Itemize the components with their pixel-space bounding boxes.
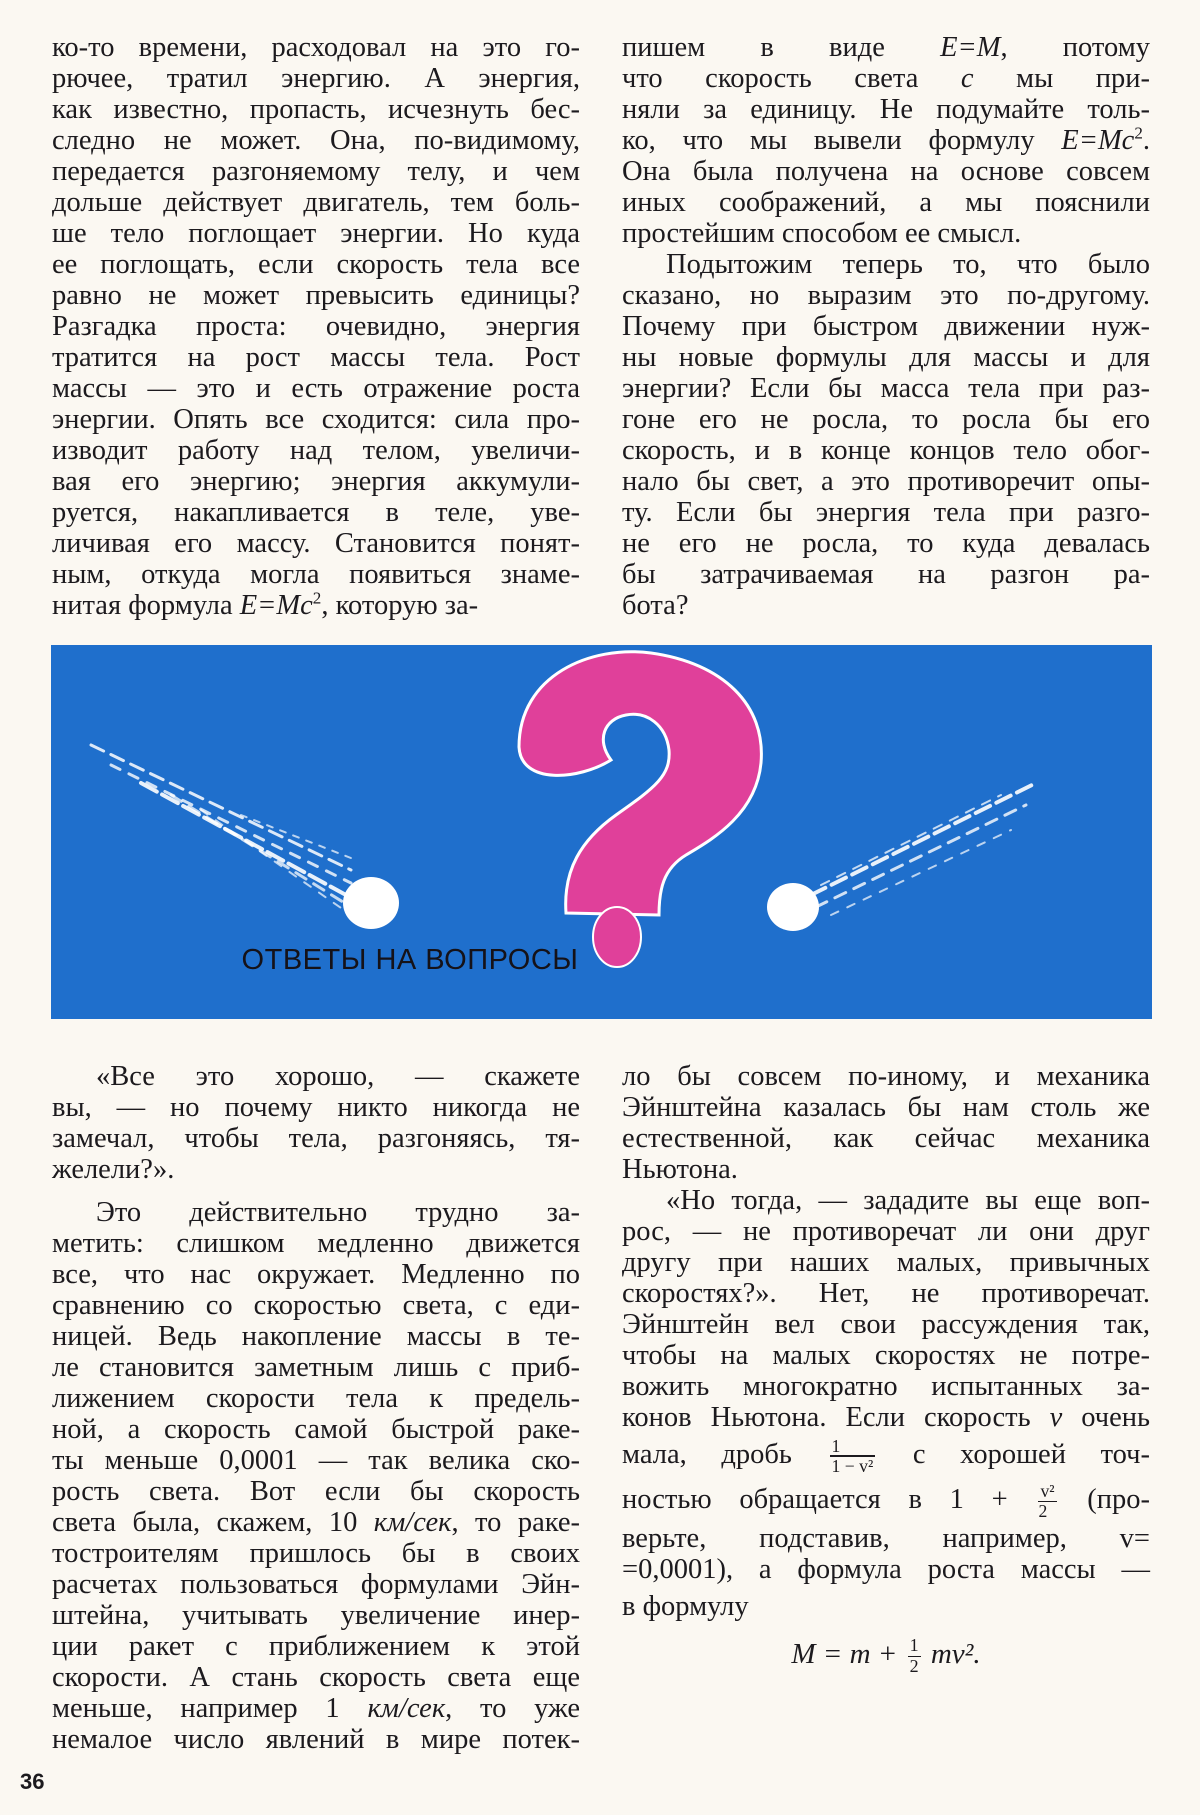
text-line: личивая его массу. Становится понят- xyxy=(52,528,580,559)
paragraph xyxy=(52,32,580,590)
text-line: вожить многократно испытанных за- xyxy=(622,1371,1150,1402)
text-line: конов Ньютона. Если скорость v очень xyxy=(622,1402,1150,1433)
text-line: «Но тогда, — зададите вы еще воп- xyxy=(666,1185,1150,1216)
text-line: ее поглощать, если скорость тела все xyxy=(52,249,580,280)
text-line: простейшим способом ее смысл. xyxy=(622,218,1022,249)
text-line: Эйнштейна казалась бы нам столь же xyxy=(622,1092,1150,1123)
text-line: рючее, тратил энергию. А энергия, xyxy=(52,63,580,94)
text-line: что скорость света c мы при- xyxy=(622,63,1150,94)
text-line: ко-то времени, расходовал на это го- xyxy=(52,32,580,63)
text-line: мала, дробь $\frac{1}{\text{1 − v²}}$ с хорошей точ- xyxy=(622,1435,1150,1476)
text-line: Она была получена на основе совсем xyxy=(622,156,1150,187)
text-line: в формулу xyxy=(622,1591,749,1622)
paragraph xyxy=(622,156,1150,249)
text-line: чтобы на малых скоростях не потре- xyxy=(622,1340,1150,1371)
text-line: массы — это и есть отражение роста xyxy=(52,373,580,404)
text-line: дольше действует двигатель, тем боль- xyxy=(52,187,580,218)
text-line: ции ракет с приближением к этой xyxy=(52,1631,580,1662)
paragraph xyxy=(622,1061,1150,1185)
text-line: Эйнштейн вел свои рассуждения так, xyxy=(622,1309,1150,1340)
text-line: нитая формула $E=Mc^2$, которую за- xyxy=(52,588,479,621)
text-column-bottom-left xyxy=(52,1061,580,1755)
text-line: не его не росла, то куда девалась xyxy=(622,528,1150,559)
text-line: пишем в виде E=M, потому xyxy=(622,32,1150,63)
text-line: рос, — не противоречат ли они друг xyxy=(622,1216,1150,1247)
fraction: $\frac{1}{2}$ xyxy=(909,1635,919,1676)
text-line: вая его энергию; энергия аккумули- xyxy=(52,466,580,497)
text-line: лижением скорости тела к предель- xyxy=(52,1383,580,1414)
text-line: Ньютона. xyxy=(622,1154,738,1185)
text-line: метить: слишком медленно движется xyxy=(52,1228,580,1259)
left-comet-icon xyxy=(91,745,399,929)
text-line: расчетах пользоваться формулами Эйн- xyxy=(52,1569,580,1600)
text-line: няли за единицу. Не подумайте толь- xyxy=(622,94,1150,125)
text-line: гоне его не росла, то росла бы его xyxy=(622,404,1150,435)
text-line: ным, откуда могла появиться знаме- xyxy=(52,559,580,590)
text-line: равно не может превысить единицы? xyxy=(52,280,580,311)
text-line: верьте, подставив, например, v= xyxy=(622,1523,1150,1554)
text-line: Разгадка проста: очевидно, энергия xyxy=(52,311,580,342)
text-line: как известно, пропасть, исчезнуть бес- xyxy=(52,94,580,125)
question-mark-icon xyxy=(519,652,761,967)
text-line: руется, накапливается в теле, уве- xyxy=(52,497,580,528)
text-line: передается разгоняемому телу, и чем xyxy=(52,156,580,187)
text-line: ты меньше 0,0001 — так велика ско- xyxy=(52,1445,580,1476)
text-line: замечал, чтобы тела, разгоняясь, тя- xyxy=(52,1123,580,1154)
text-line: ной, а скорость самой быстрой раке- xyxy=(52,1414,580,1445)
text-line: ше тело поглощает энергии. Но куда xyxy=(52,218,580,249)
text-line: иных соображений, а мы пояснили xyxy=(622,187,1150,218)
text-line: ностью обращается в 1 + $\frac{\text{v²}}{2}$ (про- xyxy=(622,1480,1151,1521)
text-line: ту. Если бы энергия тела при разго- xyxy=(622,497,1150,528)
text-line: Подытожим теперь то, что было xyxy=(666,249,1150,280)
text-line: другу при наших малых, привычных xyxy=(622,1247,1150,1278)
fraction: $\frac{\text{v²}}{2}$ xyxy=(1038,1480,1055,1521)
text-column-bottom-right xyxy=(622,1061,1150,1677)
text-line: изводит работу над телом, увеличи- xyxy=(52,435,580,466)
text-line: естественной, как сейчас механика xyxy=(622,1123,1150,1154)
paragraph xyxy=(52,1538,580,1693)
page-number: 36 xyxy=(20,1769,45,1794)
formula-inline: E=Mc xyxy=(239,590,313,621)
paragraph xyxy=(52,1197,580,1507)
text-line: энергии. Опять все сходится: сила про- xyxy=(52,404,580,435)
text-line: скорости. А стань скорость света еще xyxy=(52,1662,580,1693)
text-column-top-right xyxy=(622,32,1150,621)
text-line: Почему при быстром движении нуж- xyxy=(622,311,1150,342)
text-line: ло бы совсем по-иному, и механика xyxy=(622,1061,1150,1092)
text-line: =0,0001), а формула роста массы — xyxy=(622,1554,1150,1585)
text-line: желели?». xyxy=(52,1154,175,1185)
text-line: ницей. Ведь накопление массы в те- xyxy=(52,1321,580,1352)
text-line: следно не может. Она, по-видимому, xyxy=(52,125,580,156)
text-line: меньше, например 1 км/сек, то уже xyxy=(52,1693,580,1724)
paragraph xyxy=(622,1185,1150,1402)
fraction: $\frac{1}{\text{1 − v²}}$ xyxy=(831,1435,874,1476)
text-line: вы, — но почему никто никогда не xyxy=(52,1092,580,1123)
text-line: сравнению со скоростью света, с еди- xyxy=(52,1290,580,1321)
text-line: тратится на рост массы тела. Рост xyxy=(52,342,580,373)
text-line: нало бы свет, а это противоречит опы- xyxy=(622,466,1150,497)
paragraph xyxy=(52,1061,580,1185)
mass-formula: M = m + $\frac{1}{2}$ mv². xyxy=(791,1635,981,1676)
paragraph xyxy=(622,249,1150,621)
text-line: рость света. Вот если бы скорость xyxy=(52,1476,580,1507)
formula-inline: E=Mc xyxy=(1061,125,1135,156)
text-line: энергии? Если бы масса тела при раз- xyxy=(622,373,1150,404)
text-line: бы затрачиваемая на разгон ра- xyxy=(622,559,1150,590)
text-line: «Все это хорошо, — скажете xyxy=(96,1061,580,1092)
right-comet-icon xyxy=(767,783,1036,931)
text-line: ко, что мы вывели формулу $E=Mc^2$. xyxy=(622,123,1150,156)
text-line: скоростях?». Нет, не противоречат. xyxy=(622,1278,1150,1309)
text-line: ле становится заметным лишь с приб- xyxy=(52,1352,580,1383)
text-line: сказано, но выразим это по-другому. xyxy=(622,280,1150,311)
text-line: бота? xyxy=(622,590,689,621)
text-line: штейна, учитывать увеличение инер- xyxy=(52,1600,580,1631)
text-line: немалое число явлений в мире потек- xyxy=(52,1724,580,1755)
text-column-top-left xyxy=(52,32,580,621)
text-line: ны новые формулы для массы и для xyxy=(622,342,1150,373)
text-line: тостроителям пришлось бы в своих xyxy=(52,1538,580,1569)
text-line: скорость, и в конце концов тело обог- xyxy=(622,435,1150,466)
text-line: все, что нас окружает. Медленно по xyxy=(52,1259,580,1290)
formula-inline: E=M xyxy=(940,32,1001,63)
text-line: Это действительно трудно за- xyxy=(96,1197,580,1228)
text-line: света была, скажем, 10 км/сек, то раке- xyxy=(52,1507,580,1538)
section-title: ОТВЕТЫ НА ВОПРОСЫ xyxy=(241,944,579,976)
